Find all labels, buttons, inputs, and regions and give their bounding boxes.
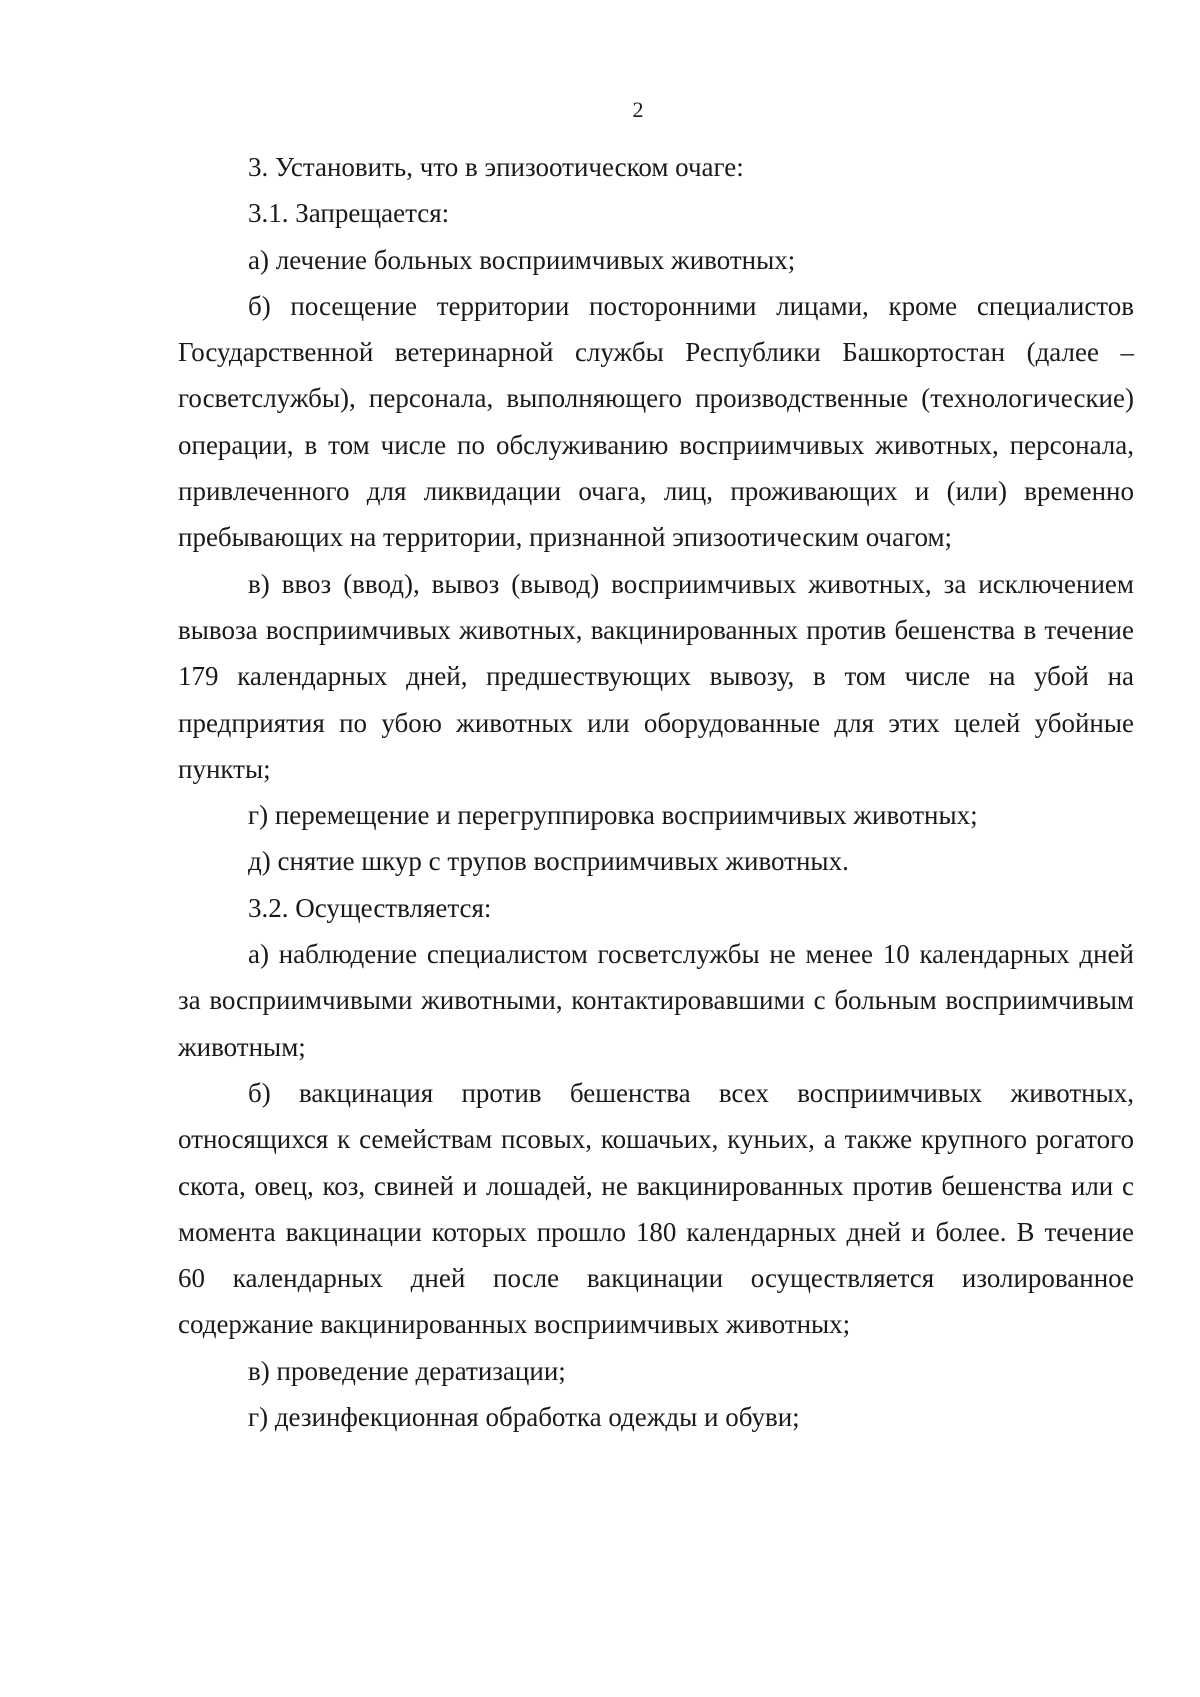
paragraph-3-2-b: б) вакцинация против бешенства всех восприимчивых животных, относящихся к семействам псовых, кошачьих, куньих, а также крупного рогатого скота, овец, коз, свиней и лошадей, не вакцинированных против бешенства или с момента вакцинации которых прошло 180 календарных дней и более. В течение 60 календарных дней после вакцинации осуществляется изолированное содержание вакцинированных восприимчивых животных; [178,1077,1134,1340]
paragraph-3-1-v: в) ввоз (ввод), вывоз (вывод) восприимчивых животных, за исключением вывоза восприимчивых животных, вакцинированных против бешенства в течение 179 календарных дней, предшествующих вывозу, в том числе на убой на предприятия по убою животных или оборудованные для этих целей убойные пункты; [178,568,1134,784]
paragraph-3-1-b: б) посещение территории посторонними лицами, кроме специалистов Государственной ветеринарной службы Республики Башкортостан (далее – госветслужбы), персонала, выполняющего производственные (технологические) операции, в том числе по обслуживанию восприимчивых животных, персонала, привлеченного для ликвидации очага, лиц, проживающих и (или) временно пребывающих на территории, признанной эпизоотическим очагом; [178,290,1134,553]
paragraph-3-2-v: в) проведение дератизации; [248,1355,566,1386]
subsection-heading-3-2: 3.2. Осуществляется: [248,892,492,923]
paragraph-3-1-a: а) лечение больных восприимчивых животных; [248,244,796,275]
paragraph-3-1-d: д) снятие шкур с трупов восприимчивых животных. [248,846,849,877]
section-heading-3: 3. Установить, что в эпизоотическом очаге: [248,152,744,182]
paragraph-3-2-g: г) дезинфекционная обработка одежды и обуви; [248,1402,800,1433]
document-body [178,144,1134,1440]
paragraph-3-1-g: г) перемещение и перегруппировка восприимчивых животных; [248,800,978,831]
subsection-heading-3-1: 3.1. Запрещается: [248,198,450,229]
paragraph-3-2-a: а) наблюдение специалистом госветслужбы не менее 10 календарных дней за восприимчивыми животными, контактировавшими с больным восприимчивым животным; [178,939,1134,1062]
page-number: 2 [632,97,644,122]
